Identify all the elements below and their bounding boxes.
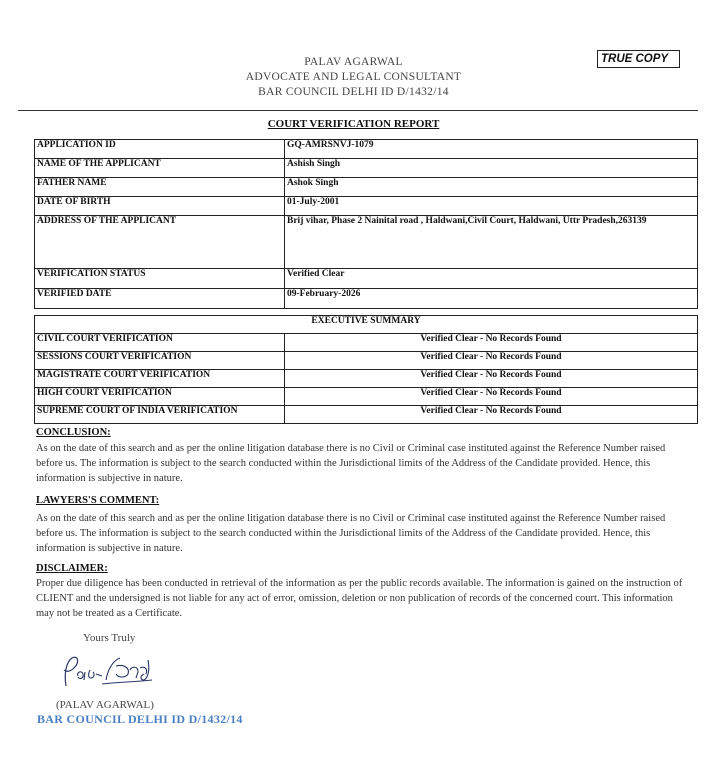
summary-row-label: CIVIL COURT VERIFICATION: [35, 334, 285, 352]
table-row: [35, 140, 698, 159]
address-label: ADDRESS OF THE APPLICANT: [35, 216, 285, 269]
footer-bar-council-id: BAR COUNCIL DELHI ID D/1432/14: [37, 712, 243, 726]
table-row: [35, 316, 698, 334]
applicant-name-value: Ashish Singh: [285, 159, 698, 178]
lawyers-comment-text: As on the date of this search and as per the online litigation database there is no Civil or Criminal case instituted against the Reference Number raised before us. The information is subject to the search conducted within the Jurisdictional limits of the Address of the Candidate provided. Hence, this information is subjective in nature.: [36, 513, 666, 554]
printed-name: (PALAV AGARWAL): [56, 699, 154, 711]
applicant-info-table: [34, 139, 698, 309]
executive-summary-heading: EXECUTIVE SUMMARY: [35, 316, 698, 334]
conclusion-heading: CONCLUSION:: [36, 427, 111, 438]
true-copy-stamp: TRUE COPY: [597, 50, 680, 68]
application-id-value: GQ-AMRSNVJ-1079: [285, 140, 698, 159]
disclaimer-text: Proper due diligence has been conducted in retrieval of the information as per the public records available. The information is gained on the instruction of CLIENT and the undersigned is not liable for any act of error, omission, deletion or non publication of records of the concerned court. This information may not be treated as a Certificate.: [36, 578, 683, 619]
summary-row-label: SUPREME COURT OF INDIA VERIFICATION: [35, 406, 285, 424]
summary-row-value: Verified Clear - No Records Found: [285, 352, 698, 370]
table-row: [35, 289, 698, 309]
table-row: [35, 352, 698, 370]
report-title: COURT VERIFICATION REPORT: [267, 118, 440, 130]
summary-row-value: Verified Clear - No Records Found: [285, 388, 698, 406]
summary-row-label: MAGISTRATE COURT VERIFICATION: [35, 370, 285, 388]
header-divider: [18, 110, 698, 111]
summary-row-label: HIGH COURT VERIFICATION: [35, 388, 285, 406]
dob-label: DATE OF BIRTH: [35, 197, 285, 216]
header-bar-council-id: BAR COUNCIL DELHI ID D/1432/14: [258, 86, 449, 98]
summary-row-value: Verified Clear - No Records Found: [285, 370, 698, 388]
dob-value: 01-July-2001: [285, 197, 698, 216]
table-row: [35, 269, 698, 289]
table-row: [35, 216, 698, 269]
table-row: [35, 159, 698, 178]
table-row: [35, 370, 698, 388]
table-row: [35, 406, 698, 424]
table-row: [35, 178, 698, 197]
verification-status-value: Verified Clear: [285, 269, 698, 289]
conclusion-text: As on the date of this search and as per the online litigation database there is no Civil or Criminal case instituted against the Reference Number raised before us. The information is subject to the search conducted within the Jurisdictional limits of the Address of the Candidate provided. Hence, this information is subjective in nature.: [36, 443, 666, 484]
handwritten-signature: [58, 650, 158, 692]
table-row: [35, 388, 698, 406]
verified-date-value: 09-February-2026: [285, 289, 698, 309]
father-name-value: Ashok Singh: [285, 178, 698, 197]
table-row: [35, 197, 698, 216]
summary-row-value: Verified Clear - No Records Found: [285, 334, 698, 352]
application-id-label: APPLICATION ID: [35, 140, 285, 159]
advocate-designation: ADVOCATE AND LEGAL CONSULTANT: [245, 71, 462, 83]
father-name-label: FATHER NAME: [35, 178, 285, 197]
disclaimer-heading: DISCLAIMER:: [36, 563, 108, 574]
closing-salutation: Yours Truly: [83, 632, 136, 644]
summary-row-label: SESSIONS COURT VERIFICATION: [35, 352, 285, 370]
address-value: Brij vihar, Phase 2 Nainital road , Haldwani,Civil Court, Haldwani, Uttr Pradesh,263139: [285, 216, 698, 269]
verification-status-label: VERIFICATION STATUS: [35, 269, 285, 289]
table-row: [35, 334, 698, 352]
advocate-name: PALAV AGARWAL: [304, 56, 403, 68]
summary-row-value: Verified Clear - No Records Found: [285, 406, 698, 424]
executive-summary-table: [34, 315, 698, 424]
verified-date-label: VERIFIED DATE: [35, 289, 285, 309]
lawyers-comment-heading: LAWYERS'S COMMENT:: [36, 495, 160, 506]
applicant-name-label: NAME OF THE APPLICANT: [35, 159, 285, 178]
signature-image: [58, 650, 158, 692]
